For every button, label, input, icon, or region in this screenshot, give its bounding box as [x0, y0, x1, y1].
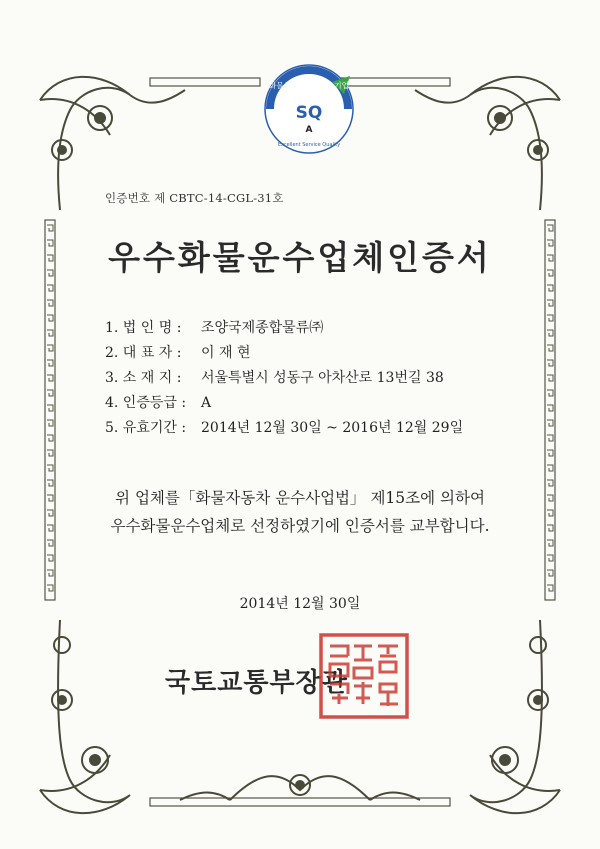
field-row-representative [105, 341, 463, 366]
field-label: 1. 법 인 명 : [105, 320, 182, 336]
field-value: 서울특별시 성동구 아차산로 13번길 38 [201, 370, 444, 386]
official-seal [318, 632, 410, 720]
logo-tagline-text: Excellent Service Quality [277, 142, 341, 148]
certificate-statement [0, 484, 600, 540]
logo-ring-text: 화물운송서비스우수기업 [269, 81, 349, 90]
field-value: 이 재 현 [201, 345, 251, 361]
field-value: A [201, 395, 212, 411]
issue-date: 2014년 12월 30일 [239, 596, 361, 612]
certificate-number: 인증번호 제 CBTC-14-CGL-31호 [105, 191, 284, 205]
field-row-grade [105, 391, 463, 416]
field-value: 조양국제종합물류㈜ [201, 320, 324, 336]
certificate-fields [105, 316, 463, 441]
field-value: 2014년 12월 30일 ~ 2016년 12월 29일 [201, 420, 464, 436]
field-label: 3. 소 재 지 : [105, 370, 182, 386]
field-row-address [105, 366, 463, 391]
logo-sq-text: SQ [295, 103, 323, 123]
statement-line: 우수화물운수업체로 선정하였기에 인증서를 교부합니다. [110, 517, 490, 535]
field-label: 4. 인증등급 : [105, 395, 187, 411]
statement-line: 위 업체를「화물자동차 운수사업법」 제15조에 의하여 [115, 489, 485, 507]
field-label: 2. 대 표 자 : [105, 345, 182, 361]
logo-grade-text: A [305, 125, 313, 135]
field-label: 5. 유효기간 : [105, 420, 187, 436]
field-row-company [105, 316, 463, 341]
certificate-title: 우수화물운수업체인증서 [108, 238, 492, 277]
field-row-validity [105, 416, 463, 441]
sq-certification-logo [262, 62, 356, 156]
issuer-name: 국토교통부장관 [165, 668, 348, 698]
